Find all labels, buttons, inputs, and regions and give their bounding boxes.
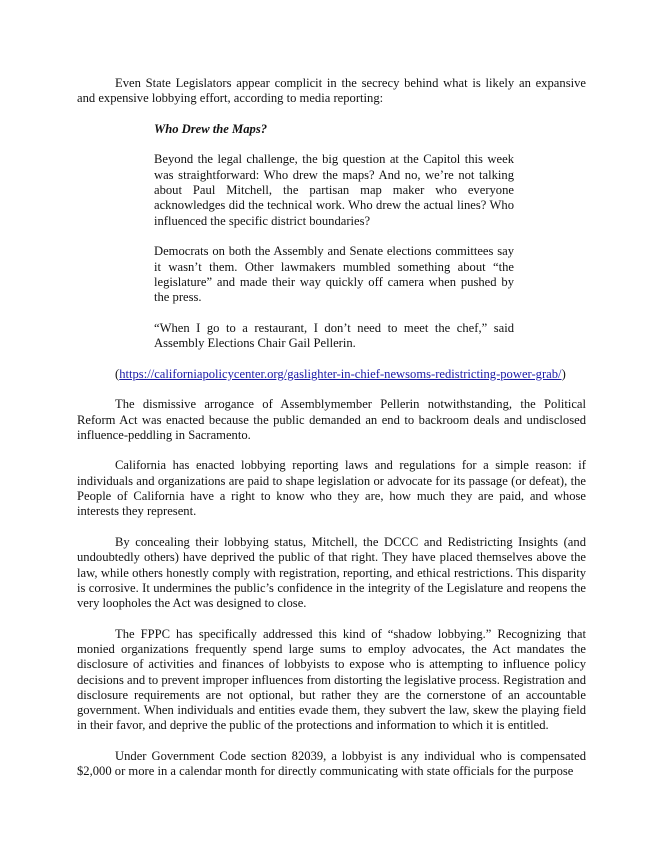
source-link[interactable]: https://californiapolicycenter.org/gaslighter-in-chief-newsoms-redistricting-power-grab/ (119, 366, 562, 381)
paragraph-fppc: The FPPC has specifically addressed this kind of “shadow lobbying.” Recognizing that monied organizations frequently spend large sums to employ advocates, the Act mandates the disclosure of activities and finances of lobbyists to expose who is attempting to influence policy decisions and to prevent improper influences from distorting the legislative process. Registration and disclosure requirements are not optional, but rather they are the cornerstone of an accountable government. When individuals and entities evade them, they subvert the law, skew the playing field in their favor, and deprive the public of the protections and information to which it is entitled. (77, 626, 586, 733)
document-body (77, 76, 586, 795)
quote-paragraph-1: Beyond the legal challenge, the big question at the Capitol this week was straightforward: Who drew the maps? And no, we’re not talking about Paul Mitchell, the partisan map maker who everyone acknowledges did the technical work. Who drew the actual lines? Who influenced the specific district boundaries? (154, 152, 514, 228)
paragraph-gov-code: Under Government Code section 82039, a lobbyist is any individual who is compensated $2,000 or more in a calendar month for directly communicating with state officials for the purpose (77, 749, 586, 779)
paragraph-concealing: By concealing their lobbying status, Mitchell, the DCCC and Redistricting Insights (and undoubtedly others) have deprived the public of that right. They have placed themselves above the law, while others honestly comply with registration, reporting, and ethical restrictions. This disparity is corrosive. It undermines the public’s confidence in the integrity of the Legislature and reopens the very loopholes the Act was designed to close. (77, 534, 586, 611)
source-citation (77, 367, 586, 382)
quote-paragraph-2: Democrats on both the Assembly and Senate elections committees say it wasn’t them. Other lawmakers mumbled something about “the legislature” and made their way quickly off camera when pushed by the press. (154, 244, 514, 305)
quote-title: Who Drew the Maps? (154, 121, 268, 136)
source-close-paren: ) (561, 366, 566, 381)
source-open-paren: ( (115, 366, 120, 381)
paragraph-pellerin: The dismissive arrogance of Assemblymember Pellerin notwithstanding, the Political Reform Act was enacted because the public demanded an end to backroom deals and undisclosed influence-peddling in Sacramento. (77, 397, 586, 442)
paragraph-reporting-laws: California has enacted lobbying reporting laws and regulations for a simple reason: if individuals and organizations are paid to shape legislation or advocate for its passage (or defeat), the People of California have a right to know who they are, how much they are paid, and whose interests they represent. (77, 458, 586, 519)
quote-paragraph-3: “When I go to a restaurant, I don’t need to meet the chef,” said Assembly Elections Chair Gail Pellerin. (154, 320, 514, 351)
intro-paragraph: Even State Legislators appear complicit in the secrecy behind what is likely an expansive and expensive lobbying effort, according to media reporting: (77, 76, 586, 106)
block-quote (154, 122, 514, 351)
